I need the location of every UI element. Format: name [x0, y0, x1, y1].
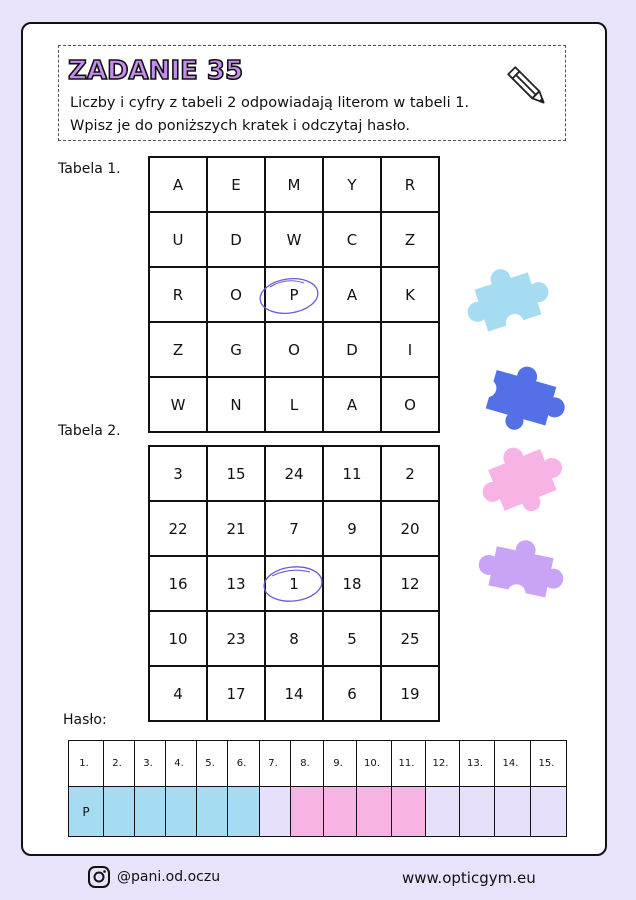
- letter-cell: C: [323, 212, 381, 267]
- letter-cell: O: [207, 267, 265, 322]
- password-number-cell: 8.: [291, 741, 324, 787]
- letter-table: [148, 156, 440, 433]
- letter-cell: Z: [149, 322, 207, 377]
- letter-cell: O: [381, 377, 439, 432]
- table1-row: [149, 157, 439, 212]
- table2-row: [149, 501, 439, 556]
- number-cell: 21: [207, 501, 265, 556]
- puzzle-piece-icon: [462, 262, 554, 342]
- password-letter-box[interactable]: [197, 787, 228, 837]
- password-number-cell: 13.: [460, 741, 495, 787]
- number-cell: 8: [265, 611, 323, 666]
- password-letter-box[interactable]: [460, 787, 495, 837]
- task-title: ZADANIE 35: [68, 56, 244, 86]
- password-number-cell: 4.: [166, 741, 197, 787]
- table2-row: [149, 611, 439, 666]
- table2-row: [149, 446, 439, 501]
- password-letter-box[interactable]: [357, 787, 392, 837]
- number-cell: 13: [207, 556, 265, 611]
- letter-cell: L: [265, 377, 323, 432]
- password-number-cell: 10.: [357, 741, 392, 787]
- number-cell: 23: [207, 611, 265, 666]
- password-letter-box[interactable]: [104, 787, 135, 837]
- number-cell: 17: [207, 666, 265, 721]
- password-number-cell: 2.: [104, 741, 135, 787]
- table2-row: [149, 556, 439, 611]
- puzzle-piece-icon: [476, 436, 568, 522]
- pencil-icon: [505, 62, 551, 112]
- answer-label: Hasło:: [63, 712, 107, 728]
- number-cell: 14: [265, 666, 323, 721]
- password-letter-box[interactable]: [228, 787, 260, 837]
- letter-cell: D: [323, 322, 381, 377]
- letter-cell: A: [149, 157, 207, 212]
- letter-cell: A: [323, 267, 381, 322]
- password-letter-box[interactable]: [531, 787, 567, 837]
- password-letter-box[interactable]: [166, 787, 197, 837]
- website-link[interactable]: www.opticgym.eu: [402, 869, 536, 887]
- number-cell: 6: [323, 666, 381, 721]
- password-letter-box[interactable]: P: [69, 787, 104, 837]
- password-number-cell: 3.: [135, 741, 166, 787]
- instagram-icon: [87, 865, 111, 889]
- letter-cell: R: [381, 157, 439, 212]
- instruction-line-1: Liczby i cyfry z tabeli 2 odpowiadają literom w tabeli 1.: [70, 95, 470, 111]
- letter-cell: N: [207, 377, 265, 432]
- puzzle-piece-icon: [472, 364, 572, 432]
- table1-row: [149, 267, 439, 322]
- number-cell: 4: [149, 666, 207, 721]
- password-letter-box[interactable]: [495, 787, 531, 837]
- instagram-handle[interactable]: @pani.od.oczu: [117, 869, 221, 885]
- password-number-cell: 1.: [69, 741, 104, 787]
- password-letter-box[interactable]: [392, 787, 426, 837]
- task-instructions: [70, 92, 469, 138]
- number-cell: 10: [149, 611, 207, 666]
- table1-label: Tabela 1.: [58, 161, 121, 177]
- letter-cell: D: [207, 212, 265, 267]
- password-letter-box[interactable]: [291, 787, 324, 837]
- password-number-cell: 9.: [324, 741, 357, 787]
- number-cell: 25: [381, 611, 439, 666]
- letter-cell: E: [207, 157, 265, 212]
- password-number-cell: 11.: [392, 741, 426, 787]
- letter-cell: U: [149, 212, 207, 267]
- letter-cell: I: [381, 322, 439, 377]
- number-cell: 3: [149, 446, 207, 501]
- password-number-cell: 15.: [531, 741, 567, 787]
- number-cell: 18: [323, 556, 381, 611]
- table1-row: [149, 212, 439, 267]
- number-cell: 9: [323, 501, 381, 556]
- number-cell: 16: [149, 556, 207, 611]
- password-letter-box[interactable]: [135, 787, 166, 837]
- password-answer-row: [69, 787, 567, 837]
- password-number-cell: 12.: [426, 741, 460, 787]
- password-letter-box[interactable]: [260, 787, 291, 837]
- letter-cell: P: [265, 267, 323, 322]
- password-number-row: [69, 741, 567, 787]
- password-letter-box[interactable]: [426, 787, 460, 837]
- password-number-cell: 14.: [495, 741, 531, 787]
- password-number-cell: 7.: [260, 741, 291, 787]
- letter-cell: W: [149, 377, 207, 432]
- letter-cell: K: [381, 267, 439, 322]
- letter-cell: M: [265, 157, 323, 212]
- number-cell: 20: [381, 501, 439, 556]
- letter-cell: W: [265, 212, 323, 267]
- table2-label: Tabela 2.: [58, 423, 121, 439]
- number-cell: 1: [265, 556, 323, 611]
- number-cell: 22: [149, 501, 207, 556]
- letter-cell: G: [207, 322, 265, 377]
- number-cell: 7: [265, 501, 323, 556]
- table2-row: [149, 666, 439, 721]
- password-letter-box[interactable]: [324, 787, 357, 837]
- puzzle-piece-icon: [474, 534, 570, 610]
- letter-cell: A: [323, 377, 381, 432]
- number-cell: 24: [265, 446, 323, 501]
- password-number-cell: 6.: [228, 741, 260, 787]
- letter-cell: Y: [323, 157, 381, 212]
- number-cell: 12: [381, 556, 439, 611]
- table1-row: [149, 322, 439, 377]
- letter-cell: Z: [381, 212, 439, 267]
- instruction-line-2: Wpisz je do poniższych kratek i odczytaj hasło.: [70, 118, 410, 134]
- letter-cell: R: [149, 267, 207, 322]
- number-cell: 19: [381, 666, 439, 721]
- letter-cell: O: [265, 322, 323, 377]
- number-cell: 2: [381, 446, 439, 501]
- number-cell: 15: [207, 446, 265, 501]
- number-table: [148, 445, 440, 722]
- password-number-cell: 5.: [197, 741, 228, 787]
- number-cell: 11: [323, 446, 381, 501]
- number-cell: 5: [323, 611, 381, 666]
- password-grid: [68, 740, 567, 837]
- table1-row: [149, 377, 439, 432]
